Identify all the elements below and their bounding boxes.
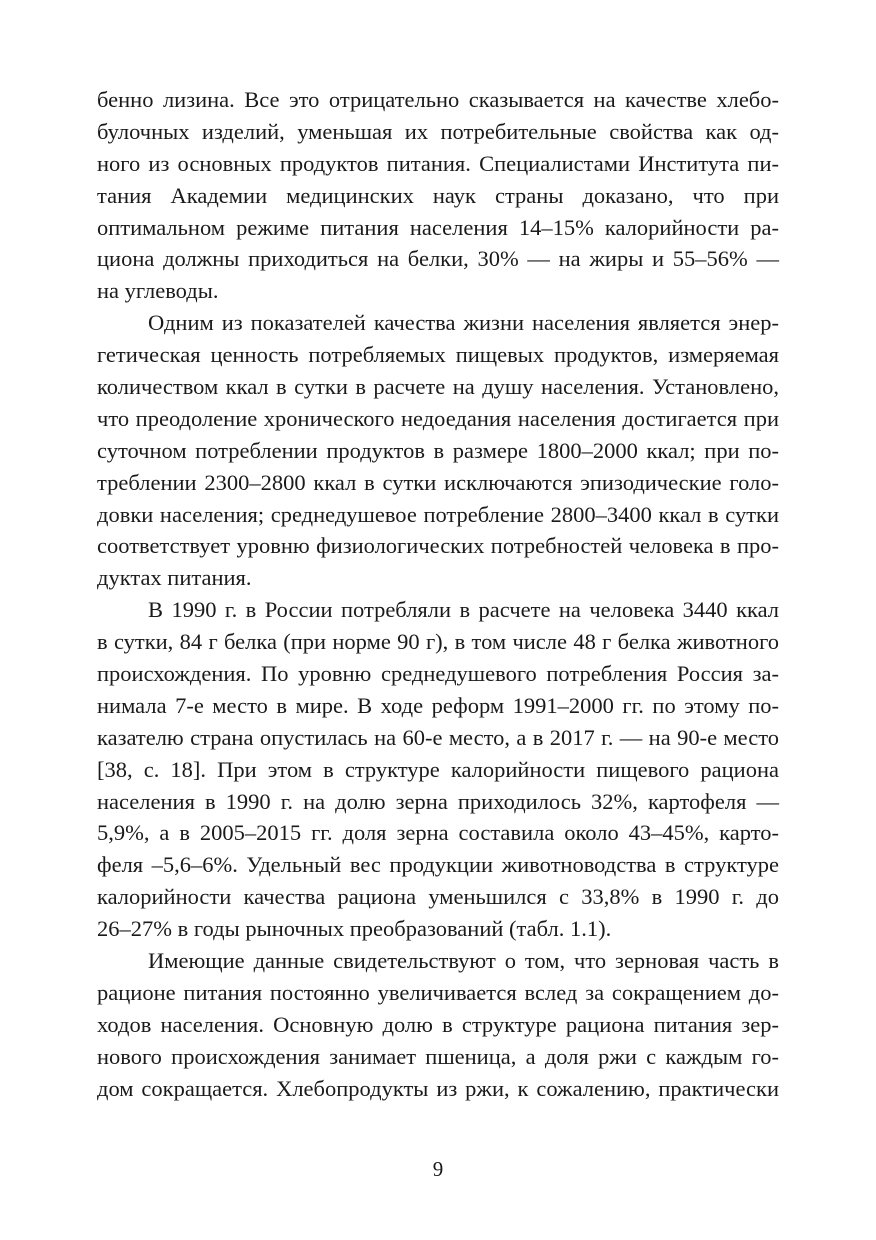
text-line: ходов населения. Основную долю в структуре рациона питания зер- bbox=[97, 1011, 779, 1037]
text-line: довки населения; среднедушевое потребление 2800–3400 ккал в сутки bbox=[97, 501, 779, 527]
text-line: количеством ккал в сутки в расчете на душу населения. Установлено, bbox=[97, 374, 779, 400]
text-line: тания Академии медицинских наук страны доказано, что при bbox=[97, 182, 779, 208]
page-number: 9 bbox=[432, 1157, 444, 1181]
text-line: треблении 2300–2800 ккал в сутки исключаются эпизодические голо- bbox=[97, 469, 779, 495]
text-line: калорийности качества рациона уменьшился с 33,8% в 1990 г. до bbox=[97, 884, 779, 910]
text-line: происхождения. По уровню среднедушевого потребления Россия за- bbox=[97, 661, 779, 687]
text-line: 26–27% в годы рыночных преобразований (табл. 1.1). bbox=[97, 916, 612, 942]
paragraph-3 bbox=[97, 594, 779, 945]
text-line: суточном потреблении продуктов в размере 1800–2000 ккал; при по- bbox=[97, 437, 779, 463]
text-line: казателю страна опустилась на 60-е место, а в 2017 г. — на 90-е место bbox=[97, 724, 779, 750]
paragraph-4 bbox=[97, 945, 779, 1104]
text-line: дуктах питания. bbox=[97, 565, 252, 591]
text-line: бенно лизина. Все это отрицательно сказывается на качестве хлебо- bbox=[97, 87, 779, 112]
text-line: В 1990 г. в России потребляли в расчете на человека 3440 ккал bbox=[148, 597, 779, 623]
text-line: Имеющие данные свидетельствуют о том, что зерновая часть в bbox=[148, 948, 779, 974]
text-line: феля –5,6–6%. Удельный вес продукции животноводства в структуре bbox=[97, 852, 779, 878]
text-line: рационе питания постоянно увеличивается вслед за сокращением до- bbox=[97, 979, 779, 1005]
paragraph-1 bbox=[97, 84, 779, 307]
text-line: что преодоление хронического недоедания населения достигается при bbox=[97, 405, 779, 431]
text-line: циона должны приходиться на белки, 30% — на жиры и 55–56% — bbox=[97, 246, 779, 272]
text-line: 5,9%, а в 2005–2015 гг. доля зерна составила около 43–45%, карто- bbox=[97, 820, 779, 846]
text-line: соответствует уровню физиологических потребностей человека в про- bbox=[97, 533, 779, 559]
text-line: [38, с. 18]. При этом в структуре калорийности пищевого рациона bbox=[97, 756, 779, 782]
text-line: нимала 7-е место в мире. В ходе реформ 1991–2000 гг. по этому по- bbox=[97, 692, 779, 718]
text-line: ного из основных продуктов питания. Специалистами Института пи- bbox=[97, 150, 779, 176]
text-line: нового происхождения занимает пшеница, а доля ржи с каждым го- bbox=[97, 1043, 779, 1069]
text-line: на углеводы. bbox=[97, 278, 219, 304]
text-line: в сутки, 84 г белка (при норме 90 г), в том числе 48 г белка животного bbox=[97, 629, 779, 655]
text-line: оптимальном режиме питания населения 14–15% калорийности ра- bbox=[97, 214, 779, 240]
page-body bbox=[97, 84, 779, 1105]
text-line: булочных изделий, уменьшая их потребительные свойства как од- bbox=[97, 118, 779, 144]
text-line: дом сокращается. Хлебопродукты из ржи, к сожалению, практически bbox=[97, 1075, 779, 1101]
text-line: населения в 1990 г. на долю зерна приходилось 32%, картофеля — bbox=[97, 788, 779, 814]
text-line: гетическая ценность потребляемых пищевых продуктов, измеряемая bbox=[97, 342, 779, 368]
text-line: Одним из показателей качества жизни населения является энер- bbox=[148, 310, 779, 336]
paragraph-2 bbox=[97, 307, 779, 594]
